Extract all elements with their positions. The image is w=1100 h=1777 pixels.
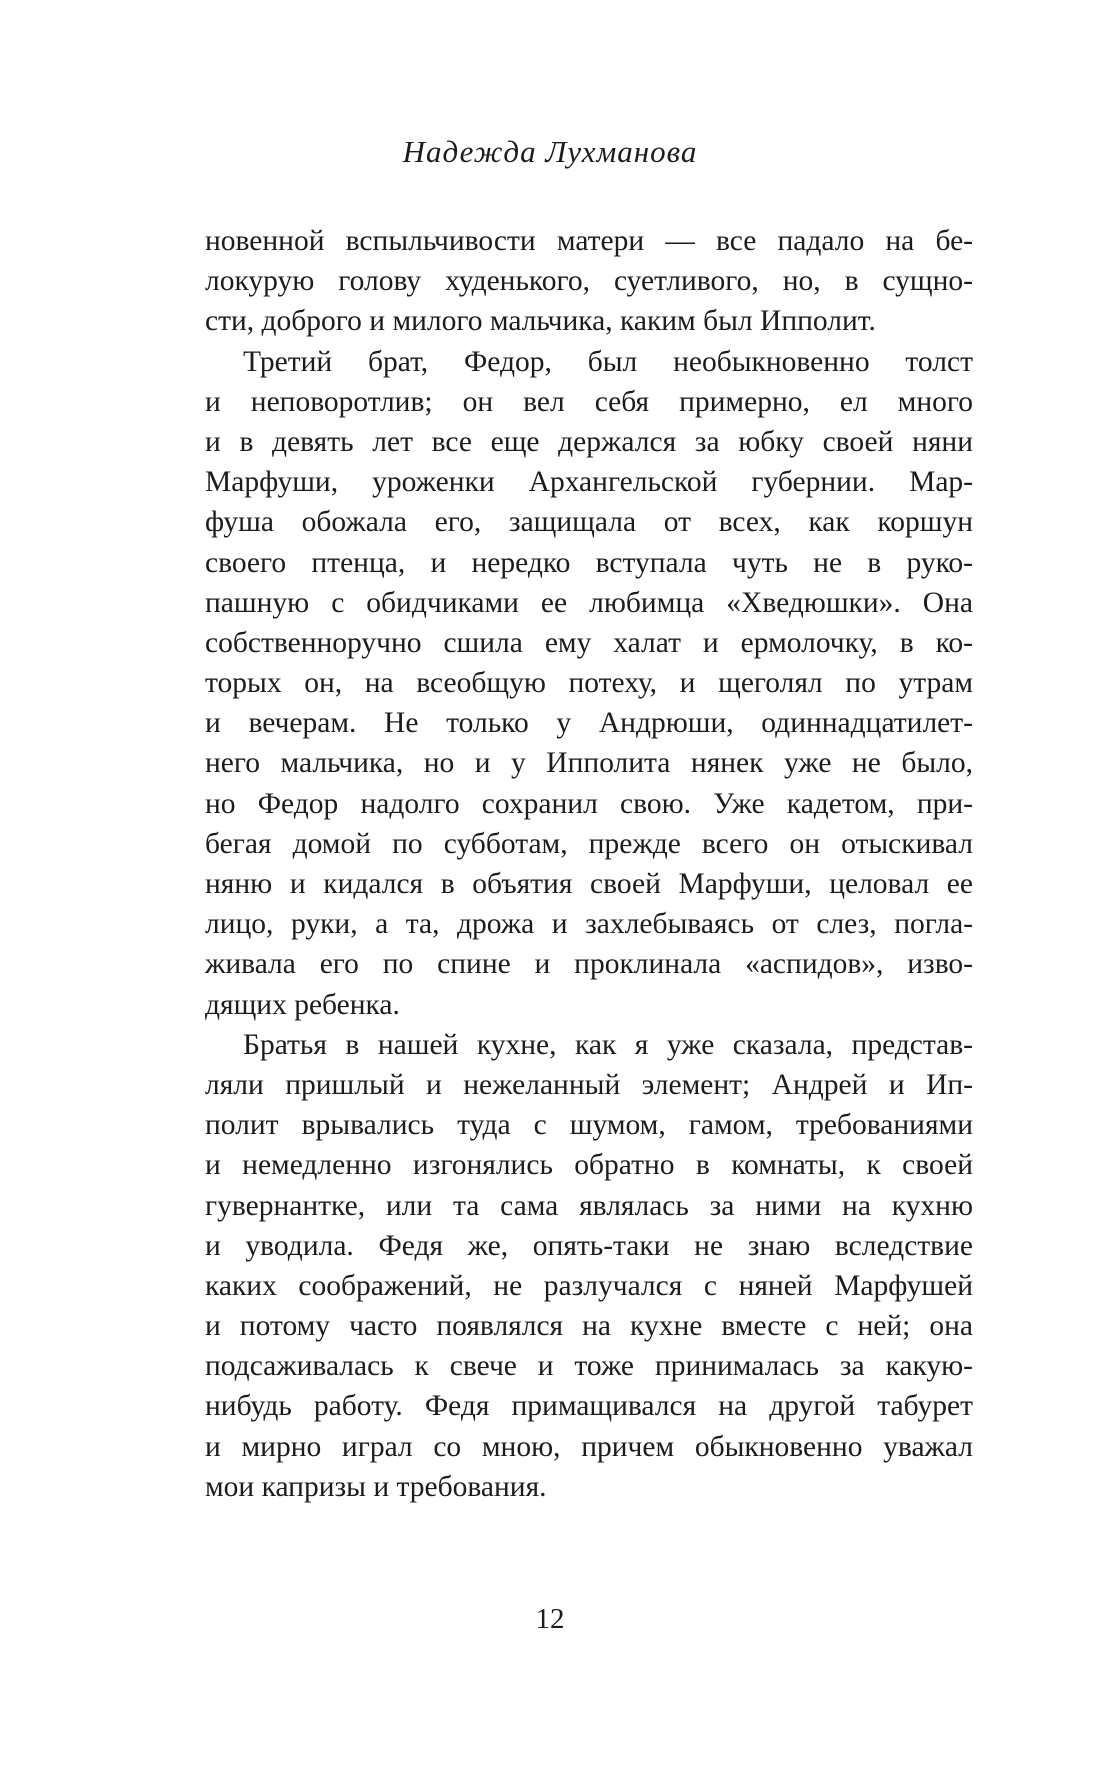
text-line: Третий брат, Федор, был необыкновенно толст (243, 345, 973, 378)
text-line: Марфуши, уроженки Архангельской губернии. Мар- (205, 466, 973, 499)
text-line: нибудь работу. Федя примащивался на другой табурет (205, 1390, 973, 1423)
text-line: и неповоротлив; он вел себя примерно, ел много (205, 385, 973, 418)
text-line: собственноручно сшила ему халат и ермолочку, в ко- (205, 626, 973, 659)
text-line: и в девять лет все еще держался за юбку своей няни (205, 425, 973, 458)
text-line: лицо, руки, а та, дрожа и захлебываясь от слез, погла- (205, 908, 973, 941)
text-line: него мальчика, но и у Ипполита нянек уже не было, (205, 747, 973, 780)
text-line: и мирно играл со мною, причем обыкновенно уважал (205, 1430, 973, 1463)
text-line: полит врывались туда с шумом, гамом, требованиями (205, 1109, 973, 1142)
body-text (205, 221, 973, 1507)
text-line: торых он, на всеобщую потеху, и щеголял по утрам (205, 667, 973, 700)
text-line: локурую голову худенького, суетливого, но, в сущно- (205, 265, 973, 298)
text-line: гувернантке, или та сама являлась за ними на кухню (205, 1189, 973, 1222)
text-line: няню и кидался в объятия своей Марфуши, целовал ее (205, 868, 973, 900)
text-line: Братья в нашей кухне, как я уже сказала, представ- (243, 1028, 973, 1061)
text-line: каких соображений, не разлучался с няней Марфушей (205, 1269, 973, 1302)
text-line: сти, доброго и милого мальчика, каким был Ипполит. (205, 305, 876, 338)
text-line: и потому часто появлялся на кухне вместе с ней; она (205, 1310, 973, 1343)
text-line: и немедленно изгонялись обратно в комнаты, к своей (205, 1149, 973, 1182)
text-line: новенной вспыльчивости матери — все падало на бе- (205, 225, 973, 257)
text-line: фуша обожала его, защищала от всех, как коршун (205, 506, 973, 539)
text-line: подсаживалась к свече и тоже принималась за какую- (205, 1350, 973, 1383)
text-line: своего птенца, и нередко вступала чуть не в руко- (205, 546, 973, 579)
running-head-author: Надежда Лухманова (402, 134, 698, 169)
text-line: но Федор надолго сохранил свою. Уже кадетом, при- (205, 787, 973, 820)
text-line: ляли пришлый и нежеланный элемент; Андрей и Ип- (205, 1068, 973, 1101)
text-line: мои капризы и требования. (205, 1470, 547, 1503)
text-line: дящих ребенка. (205, 988, 400, 1021)
page-number: 12 (535, 1603, 565, 1635)
text-line: пашную с обидчиками ее любимца «Хведюшки». Она (205, 586, 973, 619)
text-line: и уводила. Федя же, опять-таки не знаю вследствие (205, 1229, 973, 1262)
text-line: и вечерам. Не только у Андрюши, одиннадцатилет- (205, 707, 973, 740)
text-line: живала его по спине и проклинала «аспидов», изво- (205, 948, 973, 981)
text-line: бегая домой по субботам, прежде всего он отыскивал (205, 827, 973, 860)
